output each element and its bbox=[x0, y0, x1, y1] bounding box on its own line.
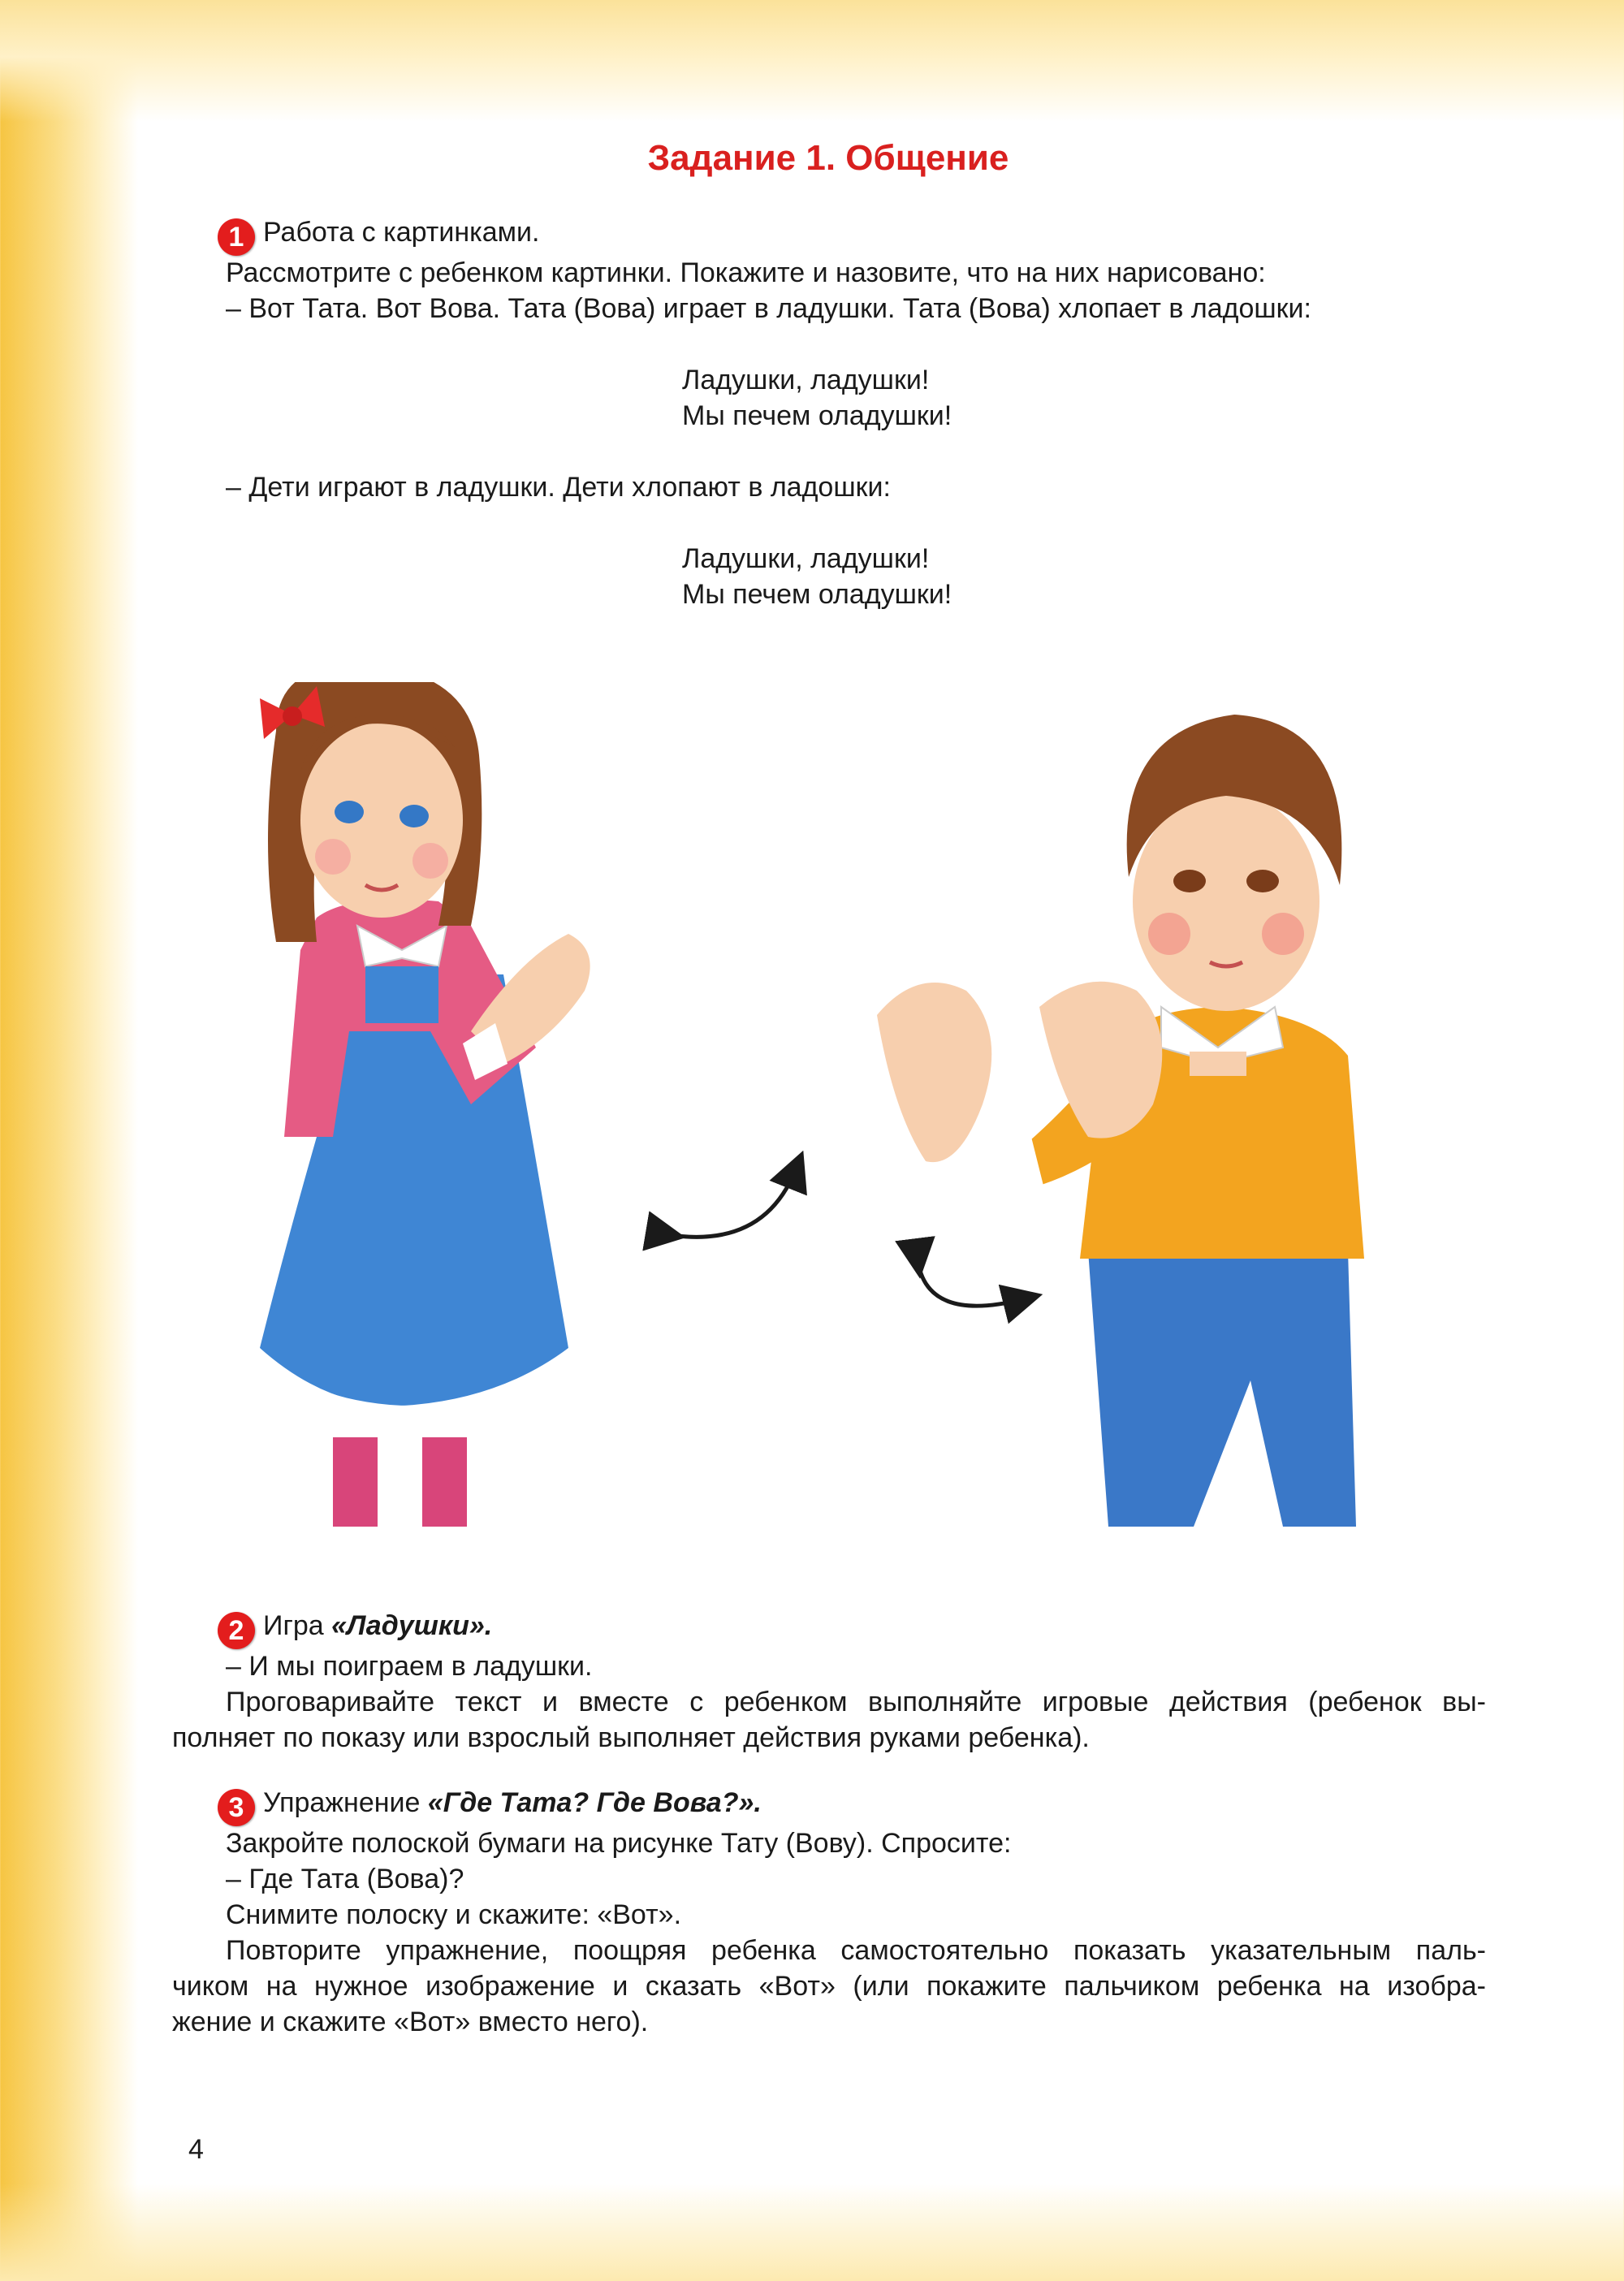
section-1-dialog-1: – Вот Тата. Вот Вова. Тата (Вова) играет в ладушки. Тата (Вова) хлопает в ладошки: bbox=[226, 293, 1311, 324]
section-2-game-name: «Ладушки». bbox=[331, 1610, 493, 1641]
section-2-line-3: полняет по показу или взрослый выполняет действия руками ребенка). bbox=[172, 1722, 1090, 1753]
section-2-number-badge: 2 bbox=[218, 1612, 255, 1649]
boy-vova-figure bbox=[877, 715, 1364, 1527]
section-3-exercise-name: «Где Тата? Где Вова?». bbox=[427, 1787, 762, 1818]
section-1-number-badge: 1 bbox=[218, 218, 255, 256]
page-number: 4 bbox=[188, 2134, 204, 2165]
section-3-line-6: жение и скажите «Вот» вместо него). bbox=[172, 2007, 649, 2037]
task-title: Задание 1. Общение bbox=[647, 138, 1009, 178]
section-3-heading bbox=[218, 1785, 762, 1826]
children-playing-illustration bbox=[227, 682, 1413, 1543]
section-2-line-2: Проговаривайте текст и вместе с ребенком выполняйте игровые действия (ребенок вы- bbox=[226, 1687, 1486, 1717]
rhyme-1-line-1: Ладушки, ладушки! bbox=[682, 365, 930, 395]
motion-arrow-right-icon bbox=[918, 1259, 1023, 1306]
motion-arrow-left-icon bbox=[666, 1169, 796, 1237]
section-1-dialog-2: – Дети играют в ладушки. Дети хлопают в ладошки: bbox=[226, 472, 891, 503]
section-3-line-2: – Где Тата (Вова)? bbox=[226, 1864, 464, 1894]
section-2-heading bbox=[218, 1608, 492, 1649]
section-3-line-4: Повторите упражнение, поощряя ребенка самостоятельно показать указательным паль- bbox=[226, 1935, 1486, 1966]
section-3-line-1: Закройте полоской бумаги на рисунке Тату (Вову). Спросите: bbox=[226, 1828, 1012, 1859]
section-2-heading-prefix: Игра bbox=[263, 1610, 332, 1641]
section-1-heading bbox=[218, 214, 539, 256]
section-3-line-3: Снимите полоску и скажите: «Вот». bbox=[226, 1899, 682, 1930]
rhyme-1-line-2: Мы печем оладушки! bbox=[682, 400, 952, 431]
rhyme-2-line-1: Ладушки, ладушки! bbox=[682, 543, 930, 574]
rhyme-2-line-2: Мы печем оладушки! bbox=[682, 579, 952, 610]
section-3-number-badge: 3 bbox=[218, 1789, 255, 1826]
girl-tata-figure bbox=[260, 682, 590, 1527]
section-3-line-5: чиком на нужное изображение и сказать «Вот» (или покажите пальчиком ребенка на изобра- bbox=[172, 1971, 1486, 2002]
section-2-line-1: – И мы поиграем в ладушки. bbox=[226, 1651, 593, 1682]
section-3-heading-prefix: Упражнение bbox=[263, 1787, 428, 1818]
section-1-instruction: Рассмотрите с ребенком картинки. Покажите и назовите, что на них нарисовано: bbox=[226, 257, 1266, 288]
section-1-heading-text: Работа с картинками. bbox=[263, 217, 540, 248]
